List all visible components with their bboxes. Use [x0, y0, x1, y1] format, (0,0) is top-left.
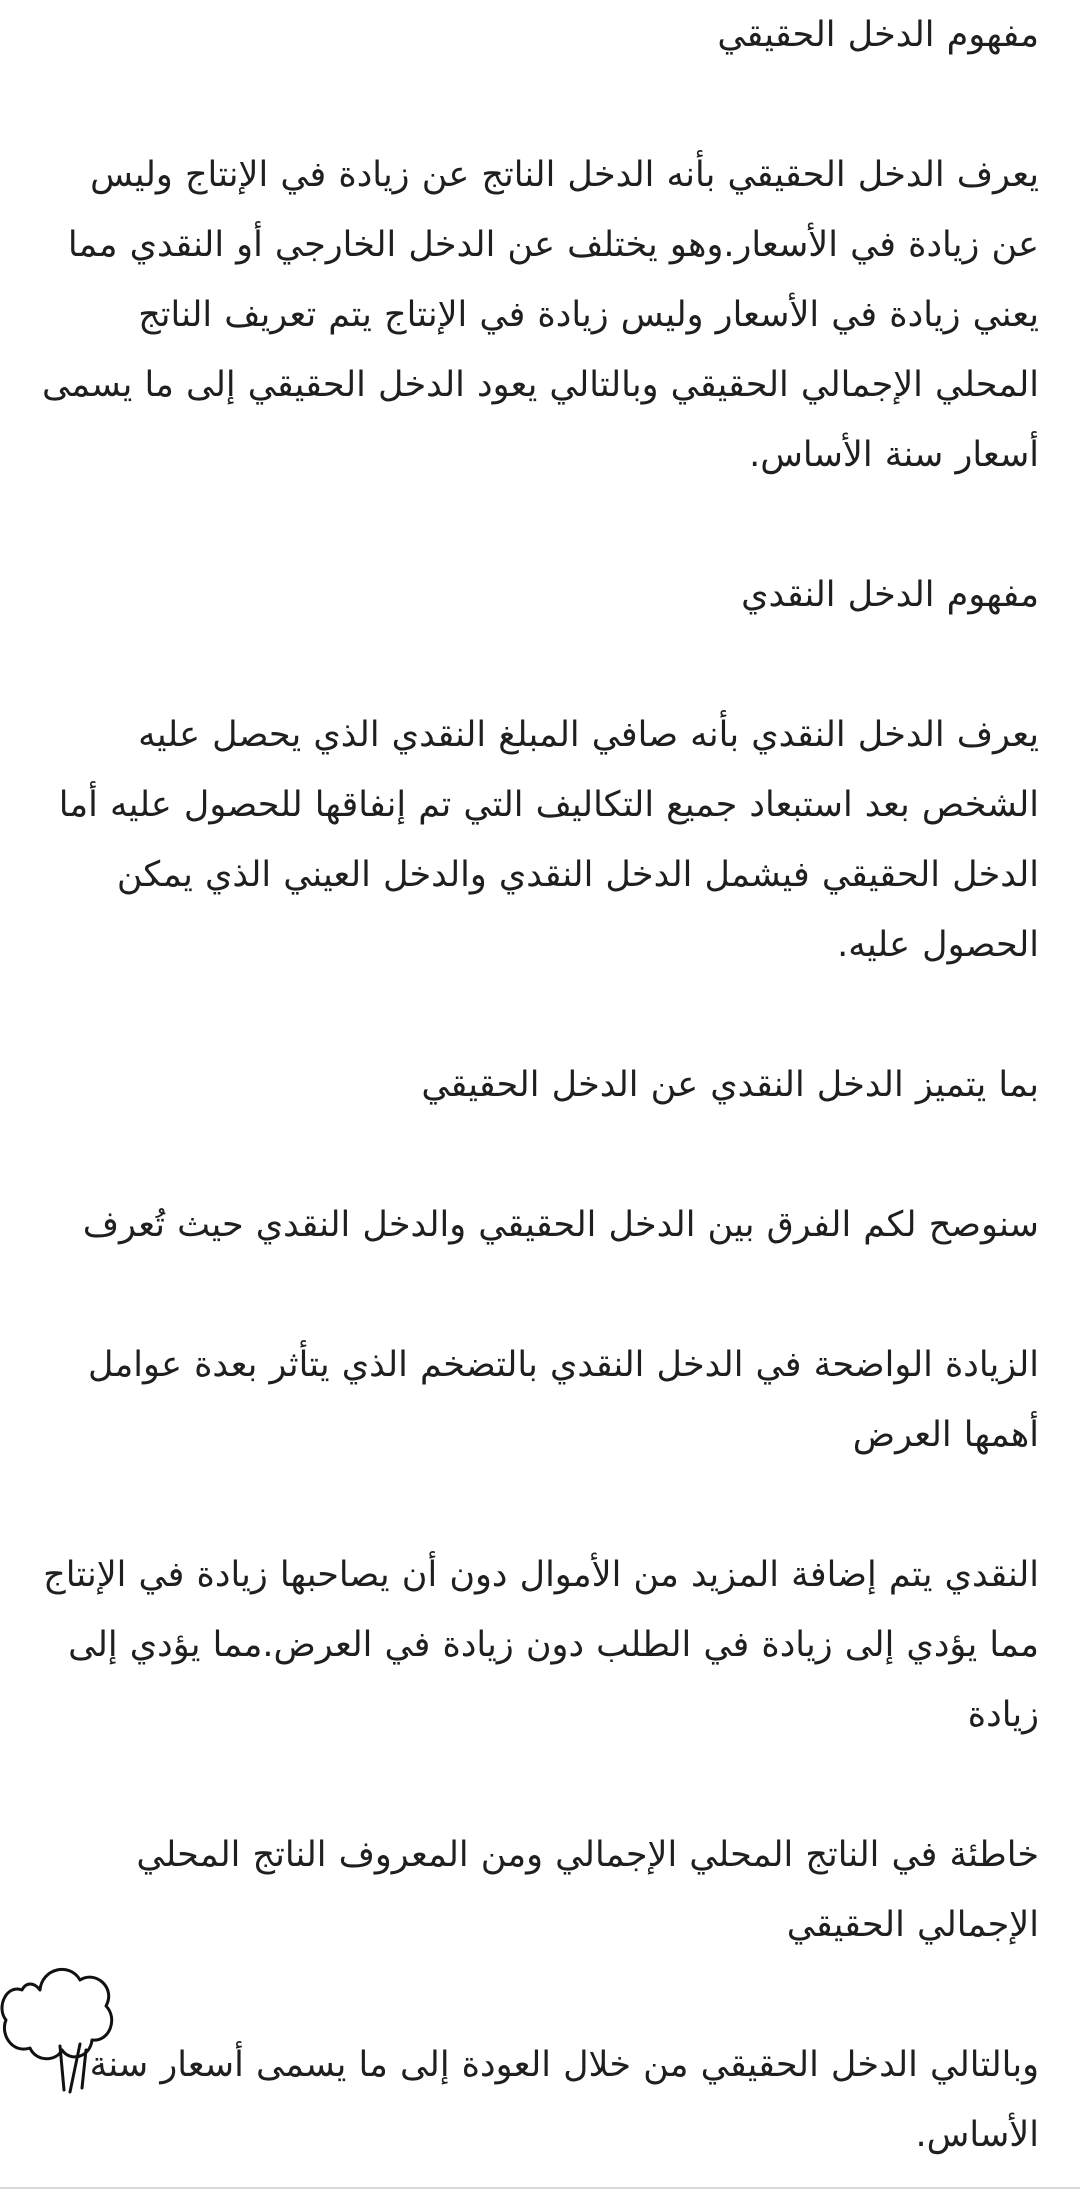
heading-nominal-income: مفهوم الدخل النقدي — [741, 575, 1039, 615]
article-body — [40, 0, 1039, 2170]
paragraph-difference-intro: سنوصح لكم الفرق بين الدخل الحقيقي والدخل النقدي حيث تُعرف — [82, 1205, 1039, 1245]
paragraph-nominal-income-definition: يعرف الدخل النقدي بأنه صافي المبلغ النقدي الذي يحصل عليه الشخص بعد استبعاد جميع التكاليف التي تم إنفاقها للحصول عليه أما الدخل الحقيقي فيشمل الدخل النقدي والدخل العيني الذي يمكن الحصول عليه. — [58, 715, 1039, 965]
paragraph-real-income-definition: يعرف الدخل الحقيقي بأنه الدخل الناتج عن زيادة في الإنتاج وليس عن زيادة في الأسعار.وهو يختلف عن الدخل الخارجي أو النقدي مما يعني زيادة في الأسعار وليس زيادة في الإنتاج يتم تعريف الناتج المحلي الإجمالي الحقيقي وبالتالي يعود الدخل الحقيقي إلى ما يسمى أسعار سنة الأساس. — [42, 155, 1039, 475]
paragraph-base-year: وبالتالي الدخل الحقيقي من خلال العودة إلى ما يسمى أسعار سنة الأساس. — [89, 2045, 1039, 2155]
bottom-divider — [0, 2187, 1080, 2189]
heading-difference: بما يتميز الدخل النقدي عن الدخل الحقيقي — [421, 1065, 1039, 1105]
heading-real-income: مفهوم الدخل الحقيقي — [717, 15, 1039, 55]
paragraph-gdp: خاطئة في الناتج المحلي الإجمالي ومن المعروف الناتج المحلي الإجمالي الحقيقي — [136, 1835, 1039, 1945]
paragraph-inflation: الزيادة الواضحة في الدخل النقدي بالتضخم الذي يتأثر بعدة عوامل أهمها العرض — [88, 1345, 1039, 1455]
paragraph-money-supply: النقدي يتم إضافة المزيد من الأموال دون أن يصاحبها زيادة في الإنتاج مما يؤدي إلى زيادة في الطلب دون زيادة في العرض.مما يؤدي إلى زيادة — [43, 1555, 1039, 1735]
cloud-doodle-icon[interactable] — [0, 1960, 118, 2120]
